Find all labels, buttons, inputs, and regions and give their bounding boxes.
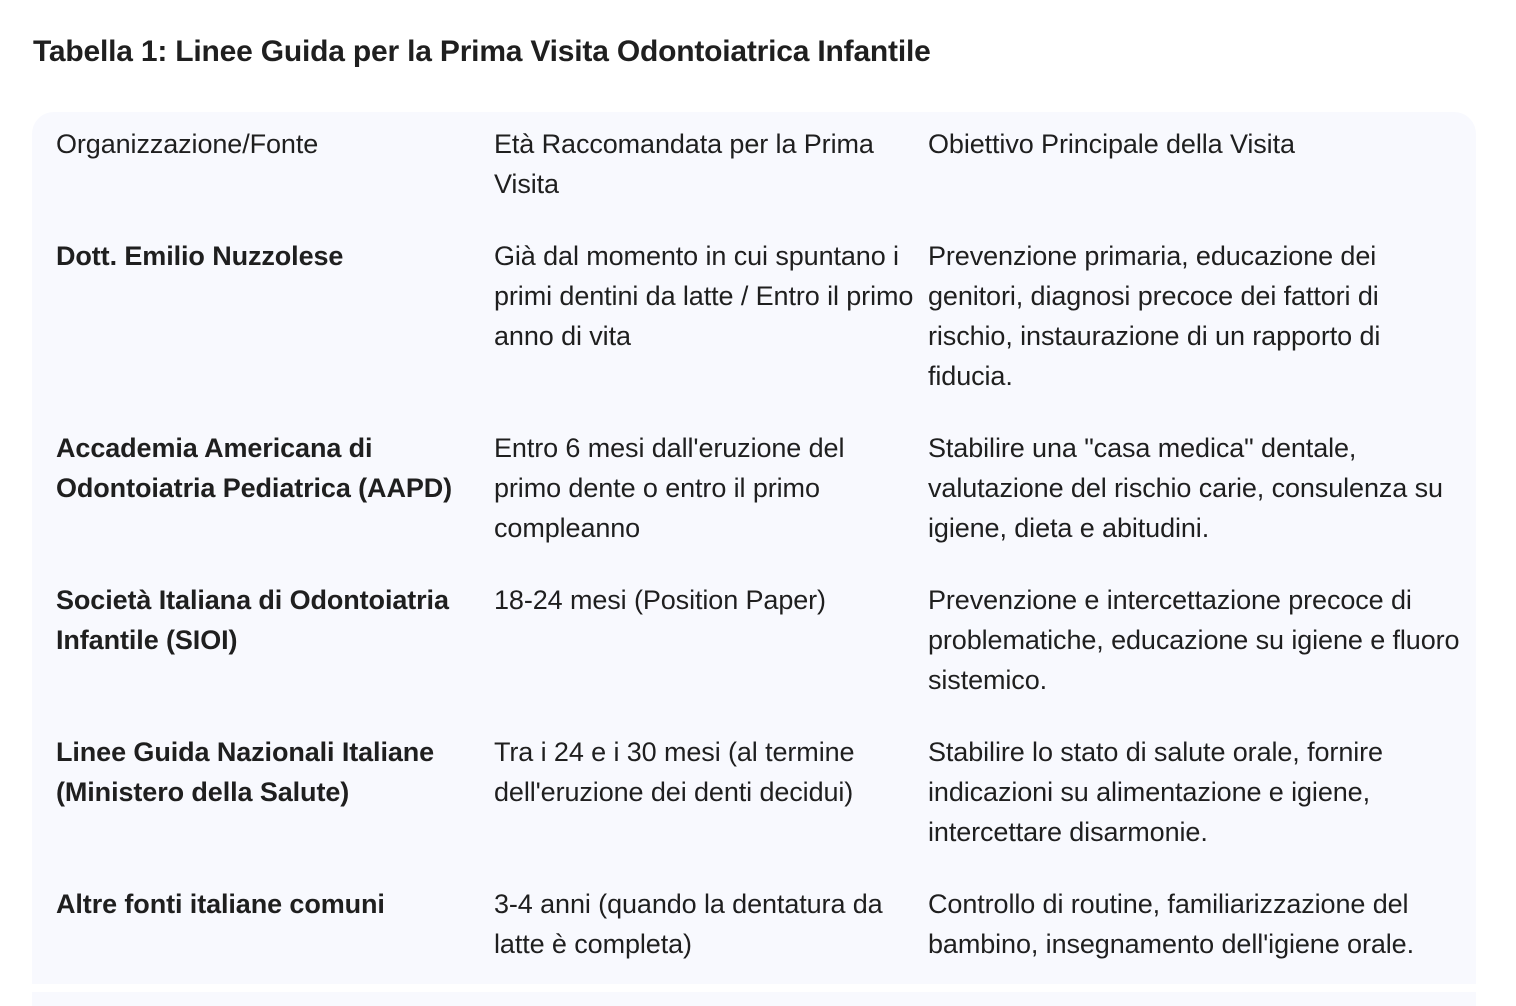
cell-organization: Società Italiana di Odontoiatria Infantile (SIOI) [56, 585, 449, 655]
cell-main-goal: Controllo di routine, familiarizzazione del bambino, insegnamento dell'igiene orale. [928, 889, 1414, 959]
guidelines-table-container [32, 112, 1476, 984]
cell-recommended-age: Tra i 24 e i 30 mesi (al termine dell'eruzione dei denti decidui) [494, 737, 855, 807]
table-header-row [56, 124, 1476, 236]
header-organization: Organizzazione/Fonte [56, 129, 319, 159]
cell-recommended-age: Entro 6 mesi dall'eruzione del primo dente o entro il primo compleanno [494, 433, 845, 543]
table-row [56, 580, 1476, 732]
table-title: Tabella 1: Linee Guida per la Prima Visita Odontoiatrica Infantile [33, 35, 931, 68]
cell-recommended-age: 3-4 anni (quando la dentatura da latte è completa) [494, 889, 883, 959]
cell-organization: Accademia Americana di Odontoiatria Pediatrica (AAPD) [56, 433, 453, 503]
table-row [56, 428, 1476, 580]
cell-main-goal: Stabilire lo stato di salute orale, fornire indicazioni su alimentazione e igiene, intercettare disarmonie. [928, 737, 1383, 847]
cell-main-goal: Prevenzione e intercettazione precoce di problematiche, educazione su igiene e fluoro sistemico. [928, 585, 1460, 695]
cell-main-goal: Prevenzione primaria, educazione dei genitori, diagnosi precoce dei fattori di rischio, instaurazione di un rapporto di fiducia. [928, 241, 1381, 391]
table-row [56, 236, 1476, 428]
guidelines-table [56, 124, 1476, 984]
cell-recommended-age: 18-24 mesi (Position Paper) [494, 585, 826, 615]
table-row [56, 732, 1476, 884]
cell-organization: Linee Guida Nazionali Italiane (Ministero della Salute) [56, 737, 435, 807]
cell-organization: Dott. Emilio Nuzzolese [56, 241, 344, 271]
cell-recommended-age: Già dal momento in cui spuntano i primi dentini da latte / Entro il primo anno di vita [494, 241, 914, 351]
cell-main-goal: Stabilire una "casa medica" dentale, valutazione del rischio carie, consulenza su igiene, dieta e abitudini. [928, 433, 1443, 543]
table-row [56, 884, 1476, 984]
table-scroll-strip [32, 992, 1476, 1006]
header-main-goal: Obiettivo Principale della Visita [928, 129, 1295, 159]
cell-organization: Altre fonti italiane comuni [56, 889, 385, 919]
header-recommended-age: Età Raccomandata per la Prima Visita [494, 129, 874, 199]
